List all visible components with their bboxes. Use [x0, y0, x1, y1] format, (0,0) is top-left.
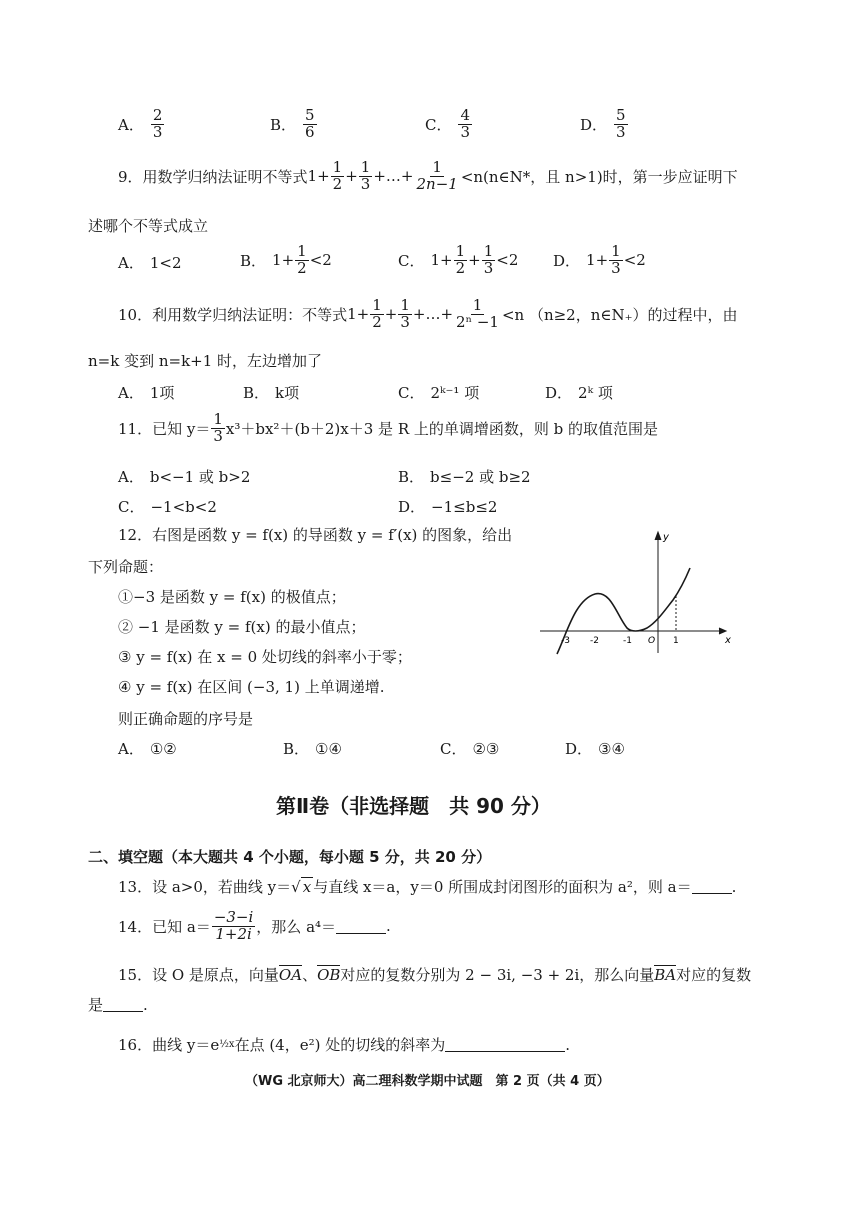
- sqrt: √ x: [291, 877, 312, 896]
- tick-label-1: 1: [673, 636, 679, 646]
- q12-option-d: D． ③④: [565, 739, 625, 758]
- fraction: $\frac{1}{2}$: [297, 242, 307, 277]
- q10-stem: 10．利用数学归纳法证明：不等式 1+ $\frac{1}{2}$ + $\frac{1}{3}$ +…+ $\frac{1}{\text{2ⁿ −1}}$ <n （n≥2，n∈N₊）的过程中，由: [118, 296, 738, 331]
- q15-line2: 是 .: [88, 995, 148, 1014]
- fraction: $\frac{1}{3}$: [611, 242, 621, 277]
- q12-option-b: B． ①④: [283, 739, 342, 758]
- q12-stem-line2: 下列命题：: [88, 558, 164, 576]
- q9-option-a: A． 1<2: [118, 253, 182, 272]
- fraction: $\frac{1}{3}$: [400, 296, 410, 331]
- tick-label-neg1: -1: [623, 636, 632, 646]
- q8-option-c: C． $\frac{4}{3}$: [425, 106, 471, 141]
- x-axis-label: x: [725, 635, 731, 646]
- q11-option-b: B． b≤−2 或 b≥2: [398, 468, 531, 486]
- tick-label-neg2: -2: [590, 636, 599, 646]
- q9-option-c: C． 1+ $\frac{1}{2}$ + $\frac{1}{3}$ <2: [398, 242, 519, 277]
- q10-option-d: D． 2ᵏ 项: [545, 384, 613, 402]
- q11-option-c: C． −1<b<2: [118, 497, 217, 516]
- q11-option-d: D． −1≤b≤2: [398, 497, 498, 516]
- fraction: $\frac{1}{3}$: [360, 158, 371, 193]
- q12-proposition-4: ④ y = f(x) 在区间 (−3, 1) 上单调递增.: [118, 678, 385, 696]
- fraction: $\frac{1}{2n-1}$: [416, 158, 458, 193]
- q8-option-a: A． $\frac{2}{3}$: [118, 106, 163, 141]
- derivative-graph: [535, 528, 735, 658]
- q10-option-b: B． k项: [243, 384, 300, 402]
- q8-option-d: D． $\frac{5}{3}$: [580, 106, 626, 141]
- fraction: $\frac{1}{2}$: [332, 158, 343, 193]
- graph-axes: [540, 532, 726, 653]
- fraction: $\frac{1}{\text{2ⁿ −1}}$: [456, 296, 499, 331]
- q9-stem: 9．用数学归纳法证明不等式 1+ $\frac{1}{2}$ + $\frac{1}{3}$ +…+ $\frac{1}{2n-1}$ <n(n∈N*，且 n>1)时，第一步应证明下: [118, 158, 738, 193]
- fraction: $\frac{5}{6}$: [305, 106, 315, 141]
- answer-blank[interactable]: [103, 997, 143, 1012]
- q14-stem: 14．已知 a＝ $\frac{-3-i}{1+2i}$ ，那么 a⁴＝ .: [118, 908, 391, 943]
- fraction: $\frac{2}{3}$: [152, 106, 163, 141]
- q12-stem-line1: 12．右图是函数 y = f(x) 的导函数 y = f′(x) 的图象，给出: [118, 526, 513, 544]
- q12-proposition-2: ② −1 是函数 y = f(x) 的最小值点；: [118, 618, 366, 636]
- q12-proposition-3: ③ y = f(x) 在 x = 0 处切线的斜率小于零；: [118, 648, 412, 666]
- q9-option-b: B． 1+ $\frac{1}{2}$ <2: [240, 242, 332, 277]
- page-footer: （WG 北京师大）高二理科数学期中试题 第 2 页（共 4 页）: [245, 1074, 610, 1089]
- fraction: $\frac{1}{2}$: [455, 242, 466, 277]
- fraction: $\frac{1}{3}$: [213, 410, 223, 445]
- tick-label-origin: O: [648, 636, 656, 646]
- y-axis-arrow: [655, 532, 661, 540]
- fraction: $\frac{1}{2}$: [372, 296, 382, 331]
- fraction: $\frac{4}{3}$: [460, 106, 471, 141]
- q9-stem-line2: 述哪个不等式成立: [88, 217, 209, 235]
- q11-stem: 11．已知 y＝ $\frac{1}{3}$ x³＋bx²＋(b＋2)x＋3 是 R 上的单调增函数，则 b 的取值范围是: [118, 410, 659, 445]
- answer-blank[interactable]: [692, 879, 732, 894]
- q12-option-c: C． ②③: [440, 739, 500, 758]
- q10-stem-line2: n=k 变到 n=k+1 时，左边增加了: [88, 352, 323, 370]
- part2-title: 第Ⅱ卷（非选择题 共 90 分）: [276, 794, 551, 818]
- q12-question: 则正确命题的序号是: [118, 710, 254, 728]
- q13-stem: 13．设 a>0，若曲线 y＝ √ x 与直线 x＝a，y＝0 所围成封闭图形的面积为 a²，则 a＝ .: [118, 877, 737, 896]
- answer-blank[interactable]: [336, 919, 386, 934]
- q16-stem: 16．曲线 y＝e ½x 在点 (4，e²) 处的切线的斜率为 .: [118, 1035, 571, 1054]
- fraction: $\frac{-3-i}{1+2i}$: [213, 908, 254, 943]
- q9-option-d: D． 1+ $\frac{1}{3}$ <2: [553, 242, 646, 277]
- answer-blank[interactable]: [445, 1037, 565, 1052]
- x-axis-arrow: [719, 628, 726, 634]
- tick-label-neg3: -3: [561, 636, 570, 646]
- q10-option-c: C． 2ᵏ⁻¹ 项: [398, 384, 480, 402]
- q8-option-b: B． $\frac{5}{6}$: [270, 106, 315, 141]
- q12-proposition-1: ①−3 是函数 y = f(x) 的极值点；: [118, 588, 346, 606]
- fraction: $\frac{5}{3}$: [616, 106, 626, 141]
- q15-stem: 15．设 O 是原点，向量 OA 、 OB 对应的复数分别为 2 − 3i, −3 + 2i，那么向量 BA 对应的复数: [118, 966, 752, 984]
- q11-option-a: A． b<−1 或 b>2: [118, 468, 251, 486]
- fraction: $\frac{1}{3}$: [483, 242, 494, 277]
- q12-option-a: A． ①②: [118, 739, 177, 758]
- section2-heading: 二、填空题（本大题共 4 个小题，每小题 5 分，共 20 分）: [88, 848, 492, 866]
- y-axis-label: y: [663, 532, 669, 543]
- q10-option-a: A． 1项: [118, 384, 175, 402]
